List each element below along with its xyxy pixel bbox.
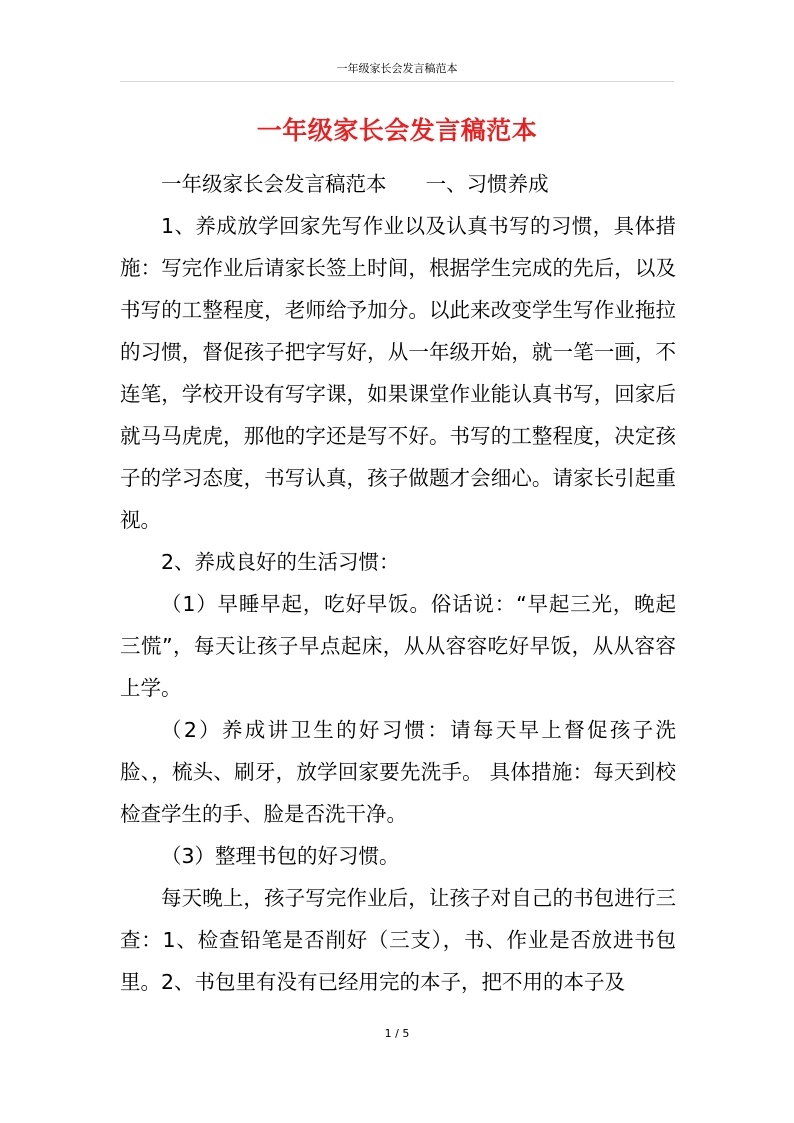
paragraph-living-habit-heading: 2、养成良好的生活习惯：	[161, 550, 400, 574]
paragraph-schoolbag-check: 每天晚上，孩子写完作业后，让孩子对自己的书包进行三查：1、检查铅笔是否削好（三支），书、作业是否放进书包里。2、书包里有没有已经用完的本子，把不用的本子及	[120, 886, 676, 994]
header-divider	[120, 81, 674, 82]
page-number: 1 / 5	[384, 1027, 410, 1040]
paragraph-intro: 一年级家长会发言稿范本 一、习惯养成	[161, 172, 549, 196]
paragraph-homework-habit: 1、养成放学回家先写作业以及认真书写的习惯，具体措施：写完作业后请家长签上时间，根据学生完成的先后，以及书写的工整程度，老师给予加分。以此来改变学生写作业拖拉的习惯，督促孩子把字写好，从一年级开始，就一笔一画，不连笔，学校开设有写字课，如果课堂作业能认真书写，回家后就马马虎虎，那他的字还是写不好。书写的工整程度，决定孩子的学习态度，书写认真，孩子做题才会细心。请家长引起重视。	[120, 214, 676, 532]
paragraph-schoolbag-heading: （3）整理书包的好习惯。	[161, 844, 400, 868]
document-title: 一年级家长会发言稿范本	[256, 116, 538, 145]
paragraph-early-rising: （1）早睡早起，吃好早饭。俗话说：“早起三光，晚起三慌”，每天让孩子早点起床，从从容容吃好早饭，从从容容上学。	[120, 592, 676, 700]
document-body	[120, 163, 676, 1003]
paragraph-hygiene: （2）养成讲卫生的好习惯：请每天早上督促孩子洗脸、，梳头、刷牙，放学回家要先洗手。 具体措施：每天到校检查学生的手、脸是否洗干净。	[120, 718, 676, 826]
running-header: 一年级家长会发言稿范本	[336, 62, 458, 75]
